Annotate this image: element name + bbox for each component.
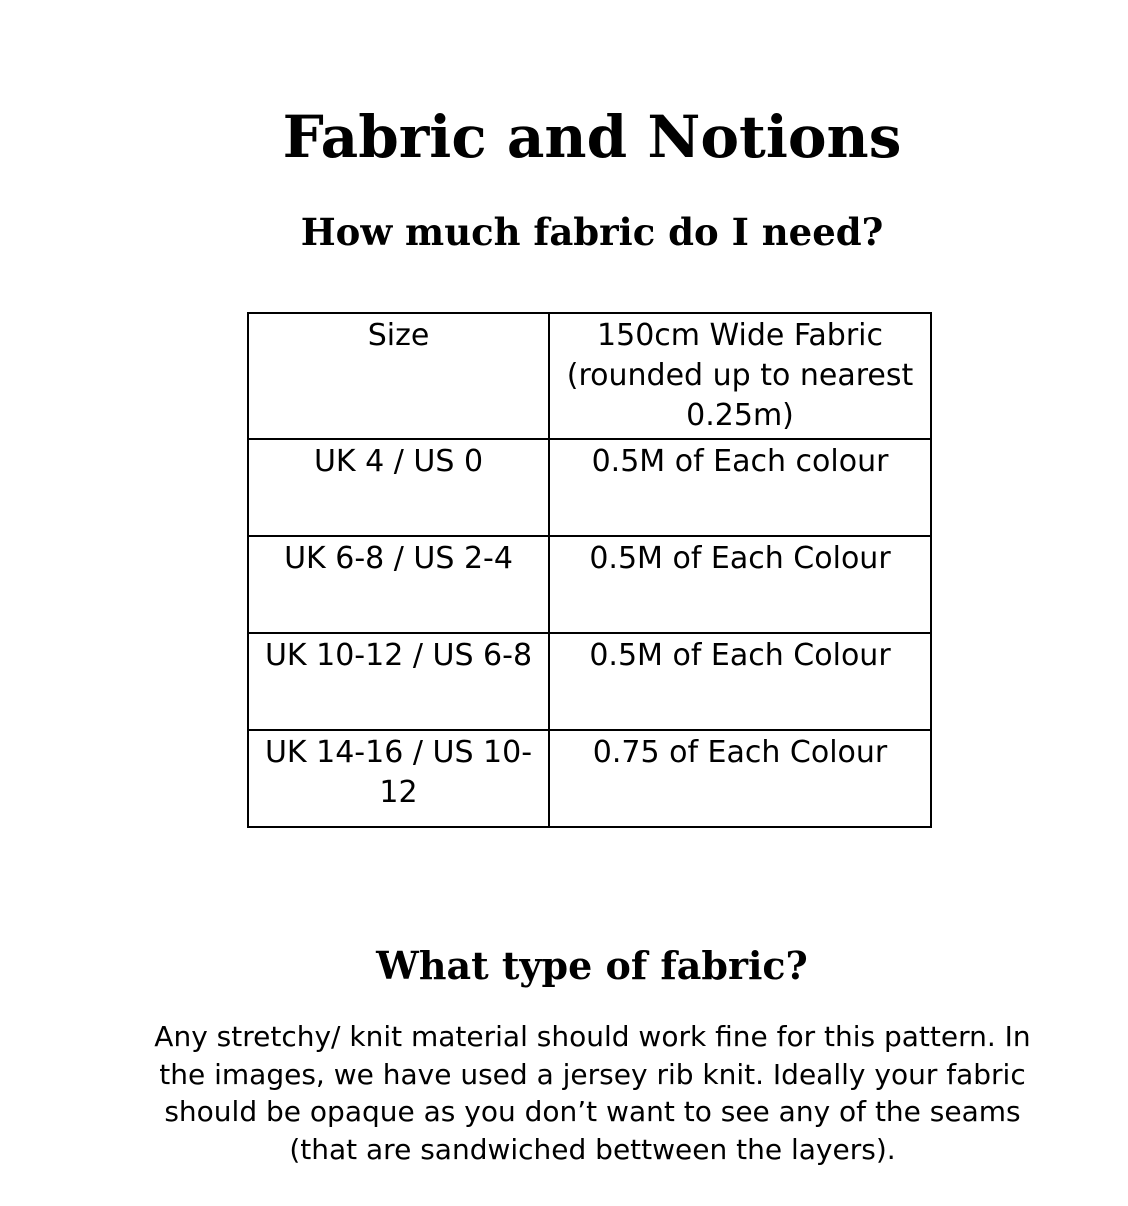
table-row	[248, 730, 931, 827]
section-heading-fabric-type: What type of fabric?	[376, 943, 808, 988]
table-row	[248, 536, 931, 633]
fabric-type-description: Any stretchy/ knit material should work fine for this pattern. In the images, we have used a jersey rib knit. Ideally your fabric should be opaque as you don’t want to see any of the seams (that are sandwiched bettween the layers).	[154, 1020, 1031, 1166]
fabric-requirements-table	[247, 312, 932, 828]
cell-size: UK 10-12 / US 6-8	[248, 633, 549, 730]
cell-size: UK 6-8 / US 2-4	[248, 536, 549, 633]
cell-fabric: 0.5M of Each colour	[549, 439, 931, 536]
header-size: Size	[248, 313, 549, 439]
cell-fabric: 0.5M of Each Colour	[549, 633, 931, 730]
cell-size: UK 14-16 / US 10-12	[248, 730, 549, 827]
section-heading-fabric-amount: How much fabric do I need?	[300, 210, 884, 254]
table-header-row	[248, 313, 931, 439]
cell-size: UK 4 / US 0	[248, 439, 549, 536]
table-row	[248, 633, 931, 730]
cell-fabric: 0.75 of Each Colour	[549, 730, 931, 827]
page-title: Fabric and Notions	[282, 103, 902, 171]
table-row	[248, 439, 931, 536]
header-fabric-width: 150cm Wide Fabric (rounded up to nearest 0.25m)	[549, 313, 931, 439]
cell-fabric: 0.5M of Each Colour	[549, 536, 931, 633]
